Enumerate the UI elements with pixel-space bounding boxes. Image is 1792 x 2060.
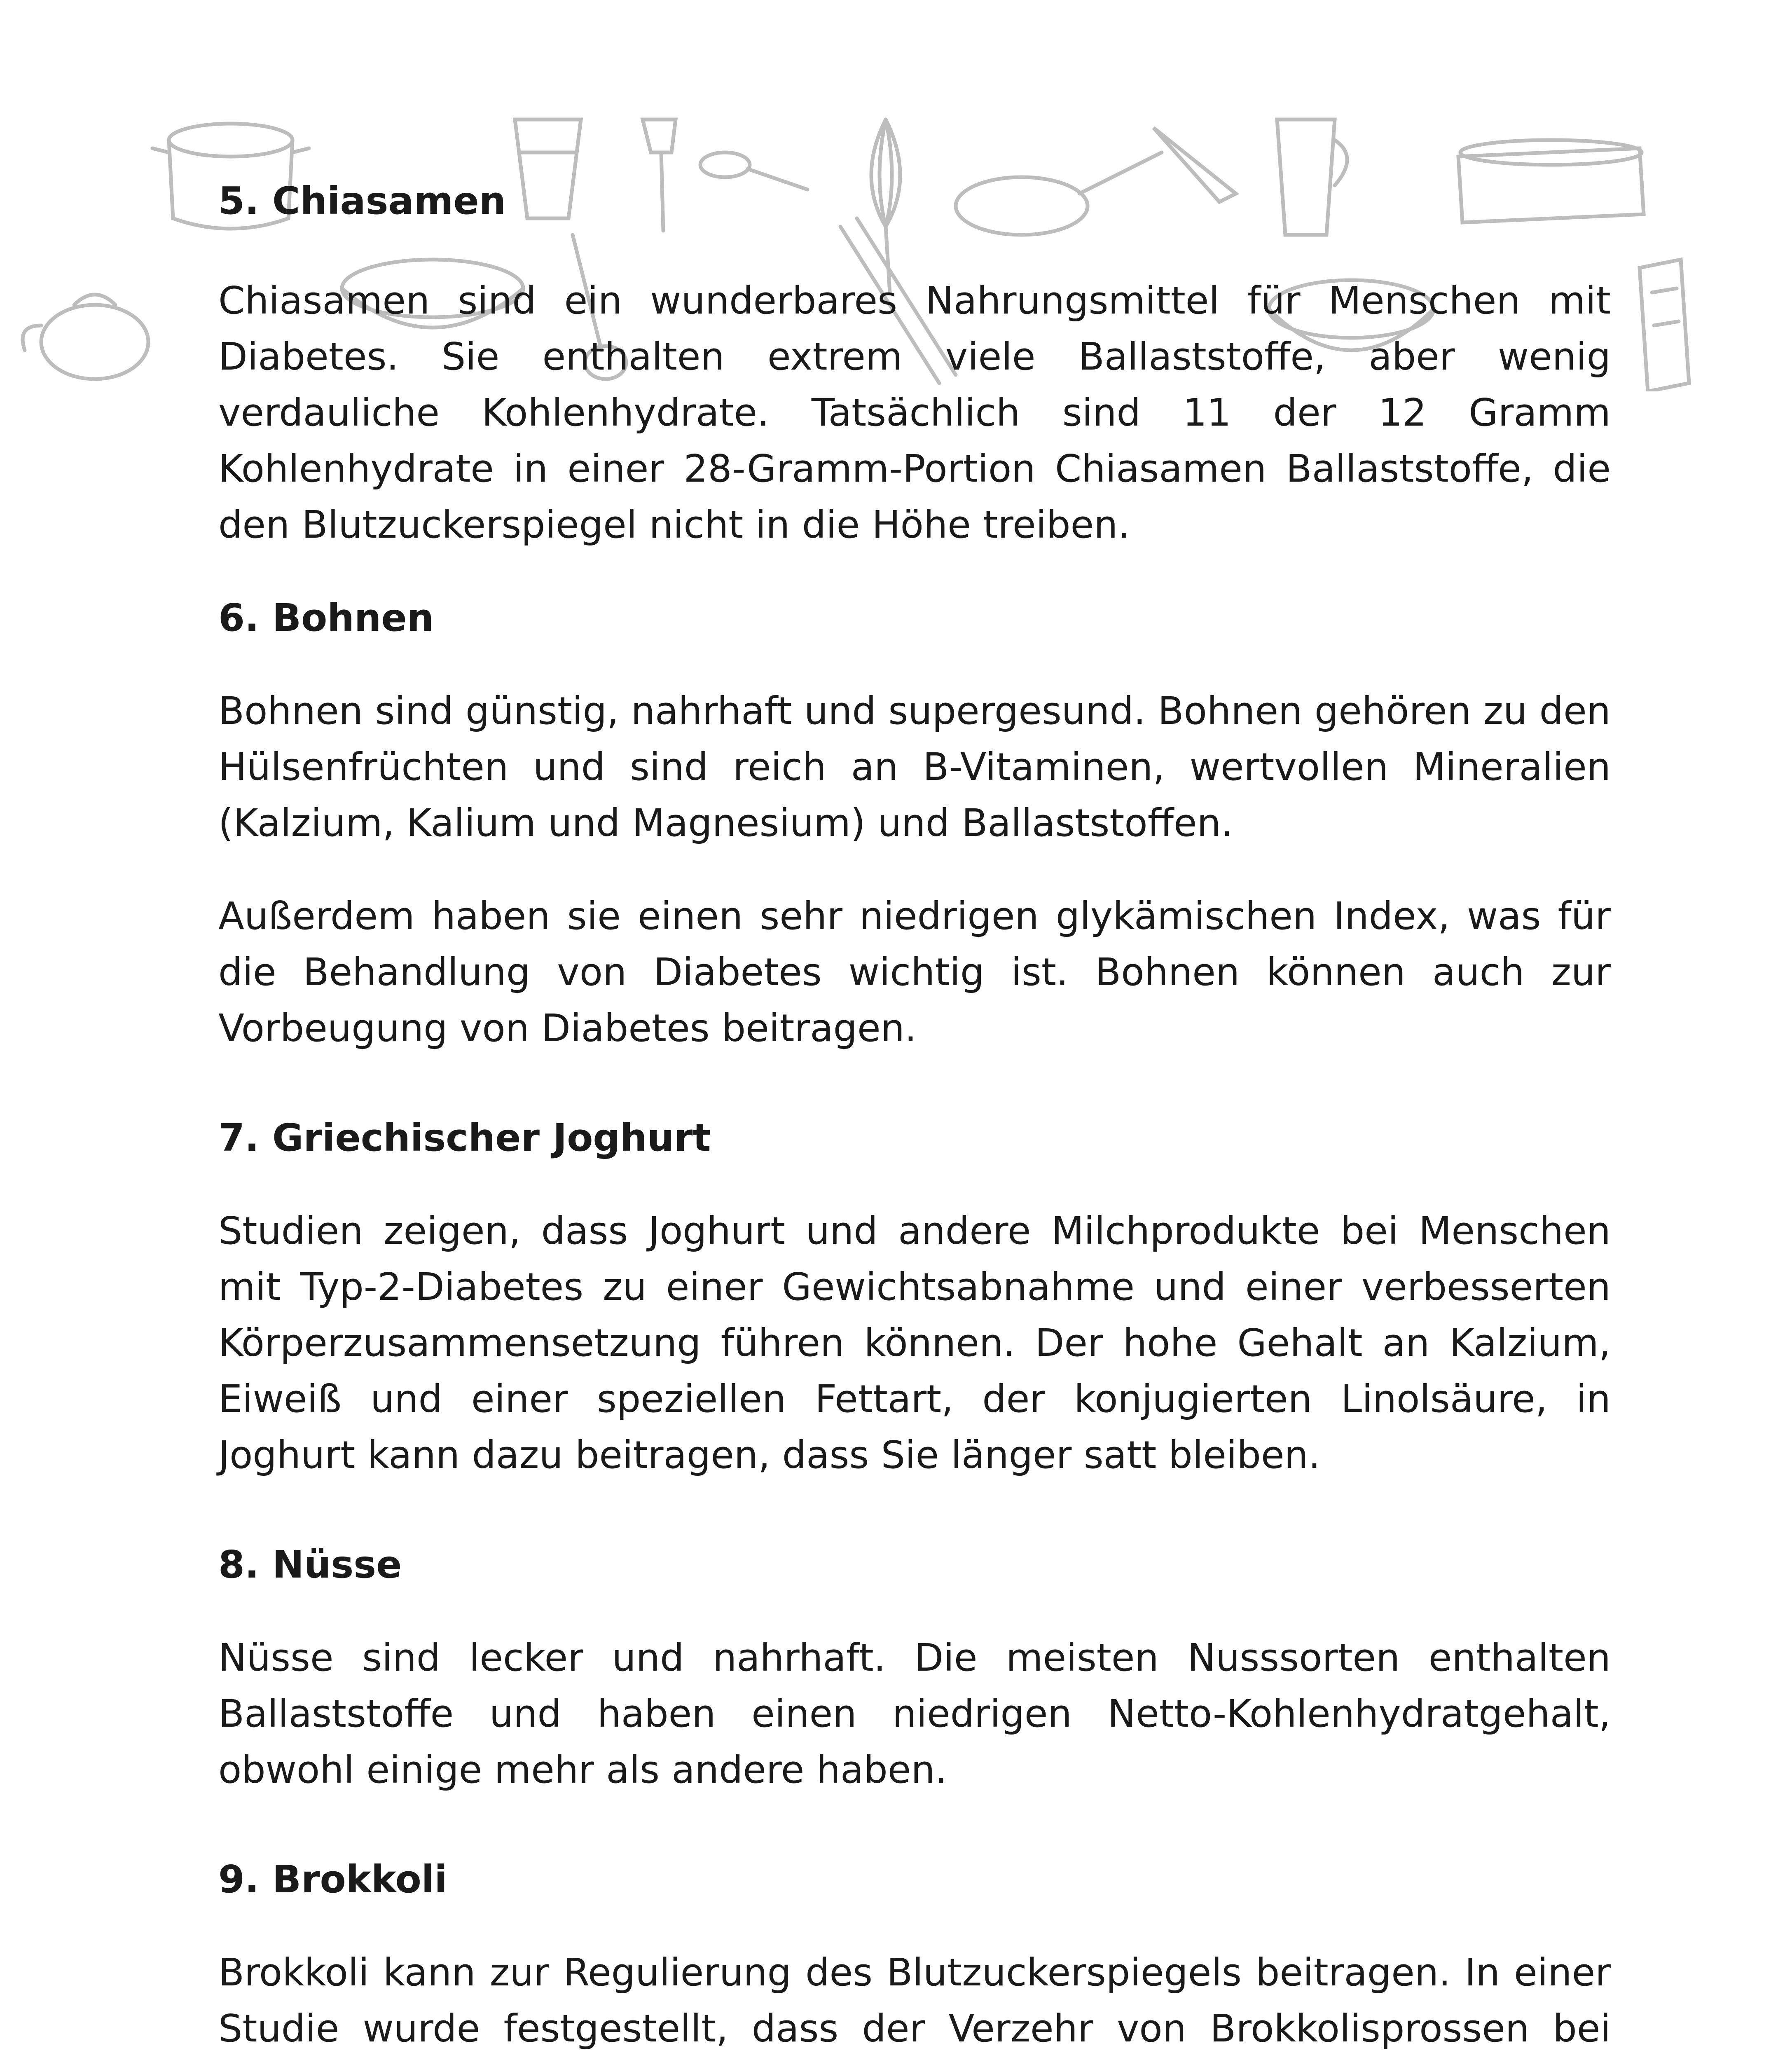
section-heading: 8. Nüsse [218, 1543, 402, 1587]
document-body [218, 173, 1611, 2060]
section-heading: 7. Griechischer Joghurt [218, 1116, 711, 1160]
section-brokkoli [218, 1852, 1611, 2060]
section-paragraph: Nüsse sind lecker und nahrhaft. Die meisten Nusssorten enthalten Ballaststoffe und haben einen niedrigen Netto-Kohlenhydratgehalt, obwohl einige mehr als andere haben. [218, 1636, 1611, 1792]
section-bohnen [218, 590, 1611, 1056]
section-heading: 9. Brokkoli [218, 1857, 447, 1901]
section-paragraph: Brokkoli kann zur Regulierung des Blutzuckerspiegels beitragen. In einer Studie wurde festgestellt, dass der Verzehr von Brokkolisprossen bei [218, 1950, 1611, 2051]
section-heading: 6. Bohnen [218, 596, 434, 640]
section-chiasamen [218, 173, 1611, 553]
section-nuesse [218, 1537, 1611, 1798]
section-heading: 5. Chiasamen [218, 179, 506, 223]
section-griechischer-joghurt [218, 1110, 1611, 1483]
section-paragraph: Chiasamen sind ein wunderbares Nahrungsmittel für Menschen mit Diabetes. Sie enthalten extrem viele Ballaststoffe, aber wenig verdauliche Kohlenhydrate. Tatsächlich sind 11 der 12 Gramm Kohlenhydrate in einer 28-Gramm-Portion Chiasamen Ballaststoffe, die den Blutzuckerspiegel nicht in die Höhe treiben. [218, 279, 1611, 547]
section-paragraph: Studien zeigen, dass Joghurt und andere Milchprodukte bei Menschen mit Typ-2-Diabetes zu einer Gewichtsabnahme und einer verbesserten Körperzusammensetzung führen können. Der hohe Gehalt an Kalzium, Eiweiß und einer speziellen Fettart, der konjugierten Linolsäure, in Joghurt kann dazu beitragen, dass Sie länger satt bleiben. [218, 1209, 1611, 1477]
section-paragraph: Außerdem haben sie einen sehr niedrigen glykämischen Index, was für die Behandlung von Diabetes wichtig ist. Bohnen können auch zur Vorbeugung von Diabetes beitragen. [218, 894, 1611, 1050]
section-paragraph: Bohnen sind günstig, nahrhaft und supergesund. Bohnen gehören zu den Hülsenfrüchten und sind reich an B-Vitaminen, wertvollen Mineralien (Kalzium, Kalium und Magnesium) und Ballaststoffen. [218, 689, 1611, 845]
kettle-icon [23, 295, 148, 379]
grater-icon [1640, 260, 1689, 391]
